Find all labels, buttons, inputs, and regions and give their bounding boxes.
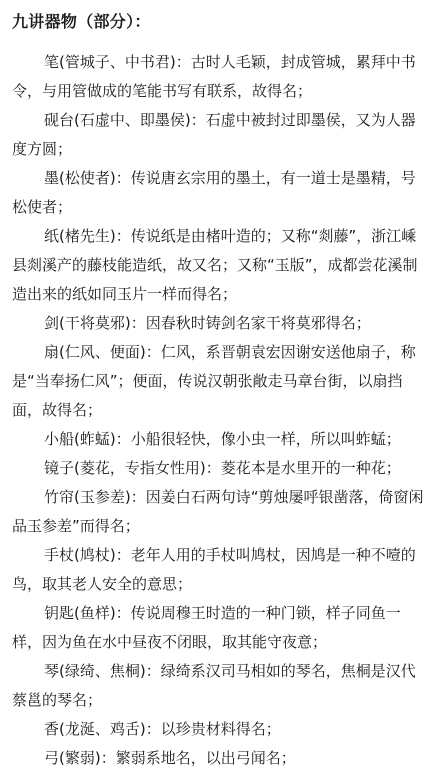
entry-inkstone: 砚台(石虚中、即墨侯)：石虚中被封过即墨侯，又为人器度方圆； (12, 111, 416, 158)
entry-bamboo-curtain: 竹帘(玉参差)：因姜白石两句诗“剪烛屡呼银凿落，倚窗闲品玉参差”而得名； (12, 488, 424, 535)
entry-walking-stick: 手杖(鸠杖)：老年人用的手杖叫鸠杖，因鸠是一种不噎的鸟，取其老人安全的意思； (12, 546, 416, 593)
entry-zither: 琴(绿绮、焦桐)：绿绮系汉司马相如的琴名，焦桐是汉代蔡邕的琴名； (12, 662, 416, 709)
entry-brush: 笔(管城子、中书君)：古时人毛颖，封成管城，累拜中书令，与用管做成的笔能书写有联系，故得名； (12, 53, 416, 100)
entry-incense: 香(龙涎、鸡舌)：以珍贵材料得名； (44, 720, 281, 738)
document-title: 九讲器物（部分）： (12, 12, 151, 31)
entry-bow: 弓(繁弱)：繁弱系地名，以出弓闻名； (44, 749, 296, 767)
entry-paper: 纸(楮先生)：传说纸是由楮叶造的；又称“剡藤”，浙江嵊县剡溪产的藤枝能造纸，故又名；又称“玉版”，成都尝花溪制造出来的纸如同玉片一样而得名； (12, 227, 418, 303)
entry-list (12, 48, 427, 773)
entry-mirror: 镜子(菱花，专指女性用)：菱花本是水里开的一种花； (44, 459, 401, 477)
entry-sword: 剑(干将莫邪)：因春秋时铸剑名家干将莫邪得名； (44, 314, 371, 332)
entry-ink: 墨(松使者)：传说唐玄宗用的墨土，有一道士是墨精，号松使者； (12, 169, 416, 216)
entry-fan: 扇(仁风、便面)：仁风，系晋朝袁宏因谢安送他扇子，称是“当奉扬仁风”；便面，传说汉朝张敞走马章台街，以扇挡面，故得名； (12, 343, 416, 419)
entry-small-boat: 小船(蚱蜢)：小船很轻快，像小虫一样，所以叫蚱蜢； (44, 430, 401, 448)
entry-key: 钥匙(鱼样)：传说周穆王时造的一种门锁，样子同鱼一样，因为鱼在水中昼夜不闭眼，取其能守夜意； (12, 604, 401, 651)
